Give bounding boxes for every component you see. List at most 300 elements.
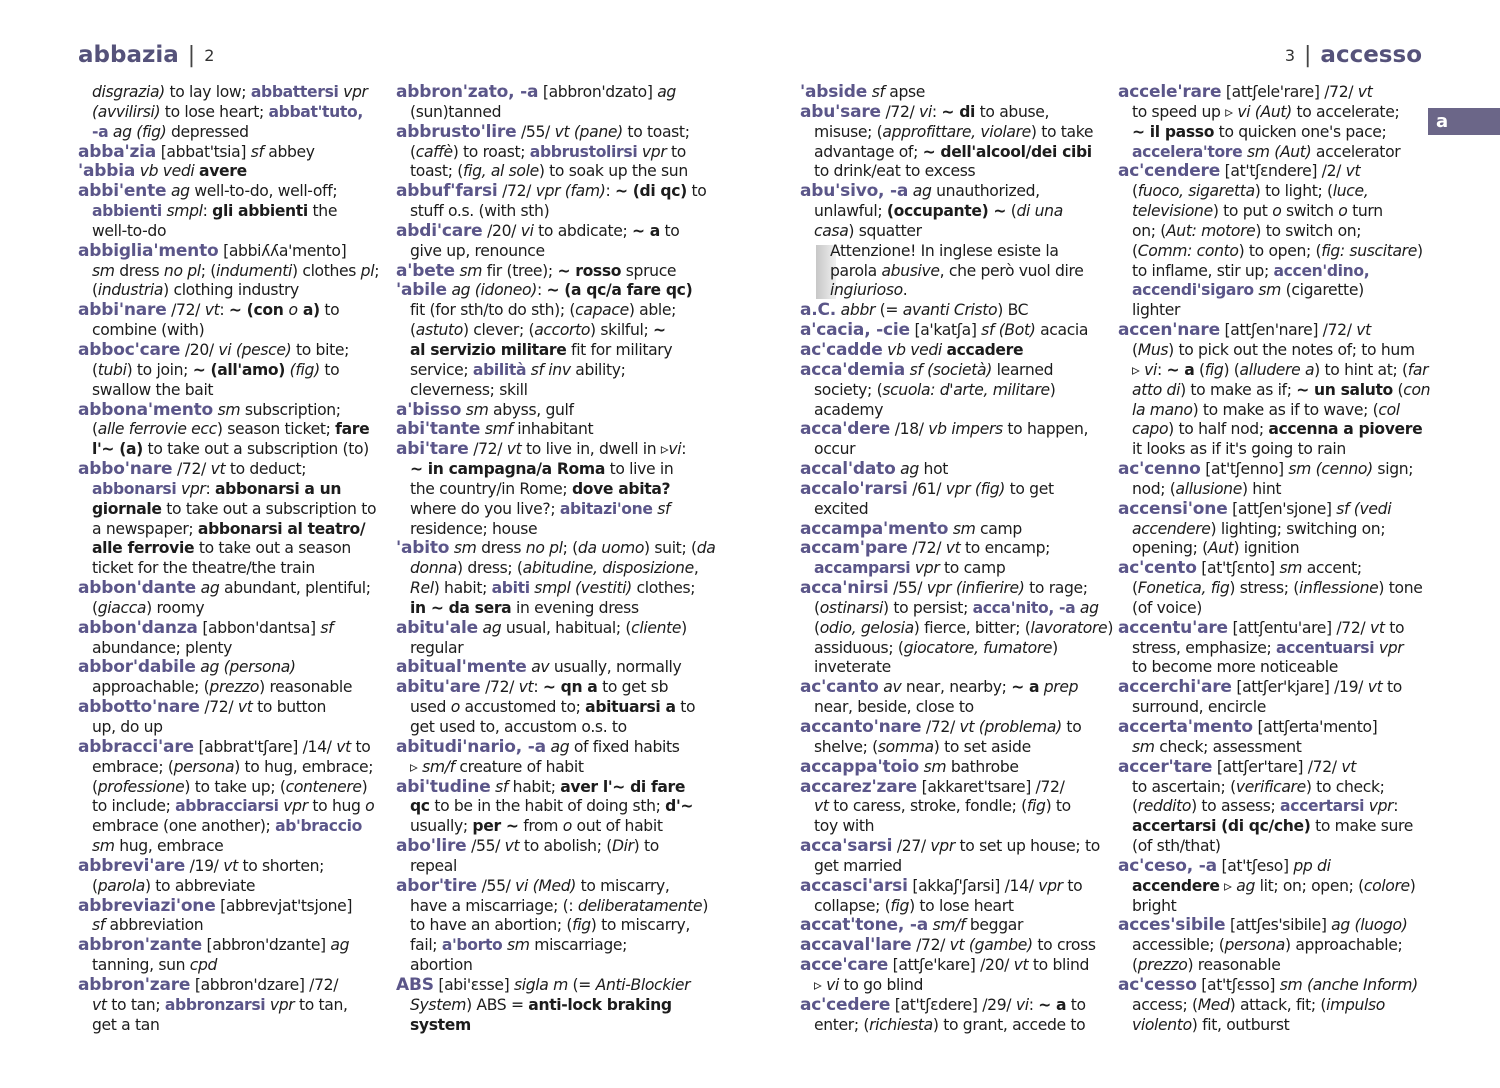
headword: accam'pare — [800, 538, 908, 559]
subentry-word: abilità — [472, 360, 527, 379]
entry-line — [78, 579, 393, 599]
label-italic: sm (Aut) — [1242, 142, 1312, 161]
label-italic: vt — [504, 837, 520, 856]
entry-line — [1118, 758, 1433, 778]
phrase: ~ un saluto — [1296, 380, 1393, 399]
label-italic: sf — [250, 142, 264, 161]
phrase: ~ (all'amo) — [192, 360, 286, 379]
definition-text: /72/ — [911, 936, 950, 955]
definition-text: creature of habit — [454, 757, 584, 776]
definition-text: ( — [92, 876, 98, 895]
label-italic: sf — [652, 499, 671, 518]
label-italic: accorto — [534, 321, 591, 340]
label-italic: vi — [520, 221, 534, 240]
entry-continuation-line — [78, 639, 393, 659]
definition-text: : — [1393, 797, 1399, 816]
definition-text: to abuse, — [975, 102, 1050, 121]
definition-text: : — [1028, 995, 1039, 1014]
entry-continuation-line — [800, 162, 1115, 182]
label-italic: vt — [204, 301, 220, 320]
definition-text: turn — [1347, 202, 1383, 221]
definition-text: ) dress; ( — [457, 559, 523, 578]
definition-text: to bite; — [291, 340, 350, 359]
definition-text: : — [1156, 360, 1167, 379]
definition-text: in evening dress — [511, 598, 639, 617]
definition-text: to lose heart; — [160, 102, 269, 121]
label-italic: astuto — [415, 321, 463, 340]
definition-text: parola — [830, 261, 882, 280]
entry-line — [396, 222, 711, 242]
definition-text: ) reasonable — [259, 678, 353, 697]
label-italic: vt — [1369, 618, 1385, 637]
label-italic: ag — [196, 579, 220, 598]
definition-text: hot — [918, 460, 949, 479]
definition-text: to caress, stroke, fondle; ( — [828, 797, 1027, 816]
label-italic: allusione — [1175, 479, 1242, 498]
definition-text: [attʃe'kare] /20/ — [888, 956, 1014, 975]
definition-text: repeal — [410, 856, 457, 875]
definition-text: to — [686, 182, 707, 201]
label-italic: sf (Bot) — [981, 321, 1036, 340]
definition-text: tanning, sun — [92, 956, 190, 975]
definition-text: : — [533, 678, 543, 697]
label-italic: sf — [320, 618, 334, 637]
definition-text: to inflame, stir up; — [1132, 261, 1274, 280]
label-italic: vt — [518, 678, 534, 697]
label-italic: impulso — [1326, 995, 1385, 1014]
label-italic: vi — [1015, 995, 1029, 1014]
entry-continuation-line — [1118, 877, 1433, 897]
definition-text: to make sure — [1310, 817, 1413, 836]
label-italic: sm — [1132, 737, 1155, 756]
definition-text: near, nearby; — [901, 678, 1012, 697]
label-italic: vt — [210, 460, 226, 479]
definition-text: ( — [1132, 797, 1138, 816]
entry-line — [396, 262, 711, 282]
label-italic: ag — [330, 936, 350, 955]
entry-continuation-line — [800, 222, 1115, 242]
definition-text: embrace; ( — [92, 757, 174, 776]
label-italic: capo — [1132, 420, 1169, 439]
entry-line — [800, 301, 1115, 321]
definition-text: ; ( — [200, 261, 217, 280]
headword: ac'cento — [1118, 558, 1197, 579]
headword: accentu'are — [1118, 617, 1228, 638]
label-italic: verificare — [1235, 777, 1306, 796]
label-italic: da — [696, 539, 716, 558]
definition-text: to hug — [307, 797, 366, 816]
label-italic: caffè — [415, 142, 453, 161]
definition-text: bright — [1132, 896, 1177, 915]
label-italic: violento — [1132, 1015, 1192, 1034]
usage-note-line — [830, 242, 1115, 262]
entry-continuation-line — [800, 639, 1115, 659]
phrase: accadere — [946, 340, 1024, 359]
definition-text: ▹ — [1219, 876, 1237, 895]
headword: accampa'mento — [800, 518, 949, 539]
definition-text: ) BC — [997, 301, 1029, 320]
entry-line — [800, 837, 1115, 857]
entry-line — [396, 678, 711, 698]
page-number-right: 3 — [1284, 45, 1295, 65]
label-italic: ag — [166, 182, 190, 201]
definition-text: misuse; ( — [814, 122, 883, 141]
definition-text: ) lighting; switching on; — [1210, 519, 1386, 538]
label-italic: reddito — [1137, 797, 1192, 816]
headword: abitu'ale — [396, 617, 478, 638]
definition-text: /55/ — [888, 579, 927, 598]
label-italic: giocatore, fumatore — [903, 638, 1053, 657]
definition-text: of fixed habits — [569, 737, 680, 756]
definition-text: to accelerate; — [1291, 102, 1400, 121]
phrase: per ~ — [472, 817, 519, 836]
definition-text: /72/ — [199, 698, 238, 717]
entry-continuation-line — [78, 559, 393, 579]
label-italic: sm — [454, 261, 483, 280]
entry-continuation-line — [396, 480, 711, 500]
definition-text: toy with — [814, 817, 875, 836]
entry-continuation-line — [78, 678, 393, 698]
phrase: fare — [335, 420, 370, 439]
label-italic: parola — [97, 876, 145, 895]
definition-text: stuff o.s. (with sth) — [410, 202, 550, 221]
usage-note — [800, 242, 1115, 302]
entry-continuation-line — [1118, 222, 1433, 242]
definition-text: ) to lose heart — [909, 896, 1014, 915]
label-italic: vt — [336, 737, 351, 756]
label-italic: vpr — [930, 837, 955, 856]
label-italic: alludere a — [1239, 360, 1315, 379]
entry-line — [78, 460, 393, 480]
definition-text: usual, habitual; ( — [501, 618, 632, 637]
definition-text: to — [319, 301, 340, 320]
label-italic: sm — [502, 936, 530, 955]
entry-continuation-line — [1118, 539, 1433, 559]
label-italic: cliente — [631, 618, 682, 637]
definition-text: ) — [1416, 241, 1423, 260]
entry-line — [1118, 460, 1433, 480]
definition-text: abyss, gulf — [488, 400, 574, 419]
label-italic: vt — [1357, 83, 1373, 101]
definition-text: (= — [567, 975, 596, 994]
definition-text: ) to open; ( — [1238, 241, 1322, 260]
headword: a'bisso — [396, 399, 462, 420]
definition-text: ) — [1409, 876, 1416, 895]
definition-text: unauthorized, — [931, 182, 1040, 201]
definition-text: the — [307, 202, 338, 221]
phrase: ~ rosso — [557, 261, 622, 280]
entry-continuation-line — [800, 976, 1115, 996]
label-italic: Dir — [611, 837, 634, 856]
label-italic: da uomo — [577, 539, 645, 558]
phrase: qc — [410, 797, 430, 816]
headword: abbor'dabile — [78, 657, 196, 678]
entry-continuation-line — [1118, 182, 1433, 202]
label-italic: donna — [410, 559, 458, 578]
definition-text: on; ( — [1132, 221, 1166, 240]
headword: abbiglia'mento — [78, 240, 219, 261]
phrase: abituarsi a — [585, 698, 676, 717]
headword: abbracci'are — [78, 736, 194, 757]
definition-text: fit for military — [566, 340, 673, 359]
definition-text: ( — [1132, 340, 1138, 359]
label-italic: somma — [877, 737, 934, 756]
headword: accerchi'are — [1118, 677, 1232, 698]
definition-text: to tan; — [106, 995, 165, 1014]
definition-text: to set up house; to — [954, 837, 1100, 856]
definition-text: shelve; ( — [814, 737, 878, 756]
entry-line — [800, 103, 1115, 123]
definition-text: accent; — [1302, 559, 1362, 578]
label-italic: Rel — [410, 579, 434, 598]
label-italic: vt — [506, 440, 522, 459]
entry-line — [800, 678, 1115, 698]
definition-text: ( — [92, 420, 98, 439]
definition-text: lit; on; open; ( — [1255, 876, 1364, 895]
entry-line — [396, 182, 711, 202]
definition-text: ) to half nod; — [1168, 420, 1269, 439]
definition-text: ) ABS = — [466, 995, 529, 1014]
running-head-right — [1285, 42, 1422, 68]
entry-continuation-line — [396, 817, 711, 837]
phrase: ~ — [652, 321, 666, 340]
headword: accer'tare — [1118, 756, 1213, 777]
entry-line — [396, 401, 711, 421]
entry-continuation-line — [78, 420, 393, 440]
definition-text: [attʃen'nare] /72/ — [1219, 321, 1357, 340]
entry-continuation-line — [396, 599, 711, 619]
subentry-word: abbattersi — [250, 83, 339, 101]
subentry-word: abbienti — [92, 202, 162, 221]
definition-text: [attʃerta'mento] — [1252, 718, 1378, 736]
headword: ac'ceso, -a — [1118, 855, 1217, 876]
entry-continuation-line — [396, 698, 711, 718]
label-italic: sm (cenno) — [1288, 460, 1373, 479]
definition-text: ) — [1052, 638, 1058, 657]
headword: 'abito — [396, 538, 450, 559]
definition-text: it looks as if it's going to rain — [1132, 440, 1346, 459]
entry-line — [800, 321, 1115, 341]
label-italic: vi — [668, 440, 682, 459]
label-italic: ag (idoneo) — [446, 281, 537, 300]
definition-text: ) to take — [1030, 122, 1094, 141]
entry-line — [78, 162, 393, 182]
entry-continuation-line — [78, 877, 393, 897]
label-italic: sf — [92, 916, 105, 935]
definition-text: lighter — [1132, 301, 1181, 320]
label-italic: sm — [919, 757, 947, 776]
entry-continuation-line — [396, 916, 711, 936]
definition-text: [attʃes'sibile] — [1225, 916, 1332, 935]
definition-text: ) — [1049, 380, 1056, 399]
label-italic: capace — [575, 301, 629, 320]
label-italic: sf — [867, 83, 885, 101]
definition-text: ) habit; — [433, 579, 492, 598]
entry-continuation-line — [800, 738, 1115, 758]
entry-line — [1118, 678, 1433, 698]
definition-text: opening; ( — [1132, 539, 1208, 558]
label-italic: approfittare, violare — [882, 122, 1031, 141]
label-italic: giacca — [97, 598, 147, 617]
definition-text: ( — [1392, 380, 1404, 399]
label-italic: o — [288, 301, 298, 320]
entry-continuation-line — [396, 857, 711, 877]
definition-text: ▹ — [1132, 360, 1145, 379]
entry-continuation-line — [396, 897, 711, 917]
definition-text: to — [675, 698, 696, 717]
entry-continuation-line — [800, 817, 1115, 837]
definition-text: ) season ticket; — [216, 420, 336, 439]
definition-text: enter; ( — [814, 1015, 870, 1034]
definition-text: ) squatter — [848, 221, 922, 240]
definition-text: ( — [92, 598, 98, 617]
entry-line — [800, 996, 1115, 1016]
entry-line — [396, 738, 711, 758]
label-italic: richiesta — [869, 1015, 933, 1034]
headword: abbrusto'lire — [396, 121, 517, 142]
phrase: ~ a — [631, 221, 660, 240]
definition-text: [abbron'dzato] — [538, 83, 658, 101]
label-italic: vt (pane) — [554, 122, 623, 141]
dictionary-column-1 — [78, 83, 393, 1036]
definition-text: well-to-do, well-off; — [189, 182, 338, 201]
entry-continuation-line — [1118, 480, 1433, 500]
label-italic: av — [878, 678, 902, 697]
definition-text: from — [518, 817, 563, 836]
entry-continuation-line — [1118, 599, 1433, 619]
definition-text: to lay low; — [164, 83, 251, 101]
headword: acce'care — [800, 955, 889, 976]
headword: accen'nare — [1118, 320, 1220, 341]
definition-text: to abdicate; — [533, 221, 632, 240]
definition-text: [abbrat'tʃare] /14/ — [193, 737, 337, 756]
label-italic: deliberatamente — [577, 896, 703, 915]
definition-text: ) skilful; — [590, 321, 653, 340]
entry-line — [1118, 83, 1433, 103]
label-italic: vt — [945, 539, 961, 558]
definition-text: abortion — [410, 956, 473, 975]
headword: ac'cesso — [1118, 974, 1197, 995]
definition-text: [attʃele'rare] /72/ — [1221, 83, 1358, 101]
definition-text: dress — [476, 539, 526, 558]
entry-line — [78, 341, 393, 361]
label-italic: vi — [826, 975, 839, 994]
phrase: system — [410, 1015, 471, 1034]
definition-text: ) to take up; ( — [184, 777, 286, 796]
definition-text: ( — [410, 142, 416, 161]
entry-continuation-line — [396, 162, 711, 182]
definition-text: accessible; ( — [1132, 936, 1225, 955]
definition-text: bathrobe — [946, 757, 1019, 776]
phrase: anti-lock braking — [528, 995, 672, 1014]
label-italic: sigla m — [514, 975, 568, 994]
definition-text: ) to join; — [126, 360, 193, 379]
entry-continuation-line — [1118, 936, 1433, 956]
definition-text: camp — [975, 519, 1022, 538]
headword: accarez'zare — [800, 776, 917, 797]
label-italic: lavoratore — [1030, 618, 1108, 637]
definition-text: [attʃentu'are] /72/ — [1227, 618, 1370, 637]
entry-continuation-line — [1118, 381, 1433, 401]
label-italic: avanti Cristo — [902, 301, 998, 320]
entry-continuation-line — [78, 480, 393, 500]
label-italic: professione — [97, 777, 185, 796]
entry-line — [1118, 321, 1433, 341]
definition-text: : — [681, 440, 687, 459]
label-italic: persona — [173, 757, 235, 776]
entry-continuation-line — [78, 797, 393, 817]
entry-continuation-line — [78, 539, 393, 559]
definition-text: ticket for the theatre/the train — [92, 559, 315, 578]
label-italic: ag — [1236, 876, 1256, 895]
definition-text: ( — [1132, 182, 1138, 201]
definition-text: /72/ — [468, 440, 507, 459]
definition-text: to blind — [1028, 956, 1090, 975]
entry-continuation-line — [78, 321, 393, 341]
entry-continuation-line — [78, 718, 393, 738]
label-italic: vb vedi — [882, 340, 947, 359]
subentry-word: abbonarsi — [92, 479, 177, 498]
definition-text: get a tan — [92, 1015, 160, 1034]
definition-text: to toast; — [622, 122, 690, 141]
label-italic: contenere — [285, 777, 362, 796]
headword: ac'canto — [800, 677, 879, 698]
entry-line — [78, 936, 393, 956]
label-italic: sf inv — [526, 360, 571, 379]
definition-text: /27/ — [892, 837, 931, 856]
definition-text: ) — [1107, 618, 1114, 637]
definition-text: to take out a subscription (to) — [142, 440, 369, 459]
entry-continuation-line — [396, 936, 711, 956]
definition-text: dress — [114, 261, 164, 280]
label-italic: ostinarsi — [819, 598, 884, 617]
entry-line — [396, 976, 711, 996]
label-italic: odio, gelosia — [819, 618, 914, 637]
definition-text: access; ( — [1132, 995, 1198, 1014]
definition-text: ( — [1132, 956, 1138, 975]
label-italic: vpr (fam) — [535, 182, 606, 201]
label-italic: sm — [92, 261, 115, 280]
label-italic: vi — [1144, 360, 1157, 379]
headword: abbona'mento — [78, 399, 214, 420]
definition-text: /20/ — [482, 221, 521, 240]
definition-text: /55/ — [516, 122, 555, 141]
subentry-word: accamparsi — [814, 559, 911, 578]
headword: 'abbia — [78, 161, 136, 182]
headword: abo'lire — [396, 836, 467, 857]
dictionary-column-4 — [1118, 83, 1433, 1036]
definition-text: to — [319, 360, 340, 379]
label-italic: far — [1407, 360, 1429, 379]
headword: acca'dere — [800, 419, 891, 440]
headword: abu'sivo, -a — [800, 181, 909, 202]
definition-text: : — [219, 301, 229, 320]
label-italic: prezzo — [1137, 956, 1188, 975]
entry-continuation-line — [1118, 202, 1433, 222]
definition-text: (of voice) — [1132, 598, 1202, 617]
label-italic: o — [562, 817, 572, 836]
label-italic: vb impers — [928, 420, 1003, 439]
definition-text: sign; — [1372, 460, 1414, 479]
definition-text: [attʃer'kjare] /19/ — [1231, 678, 1368, 697]
definition-text: /61/ — [907, 479, 946, 498]
entry-continuation-line — [1118, 242, 1433, 262]
definition-text: to ascertain; ( — [1132, 777, 1236, 796]
subentry-word: abiti — [491, 579, 530, 598]
headword: accalo'rarsi — [800, 478, 908, 499]
definition-text: ▹ — [410, 757, 423, 776]
definition-text: to go blind — [838, 975, 924, 994]
